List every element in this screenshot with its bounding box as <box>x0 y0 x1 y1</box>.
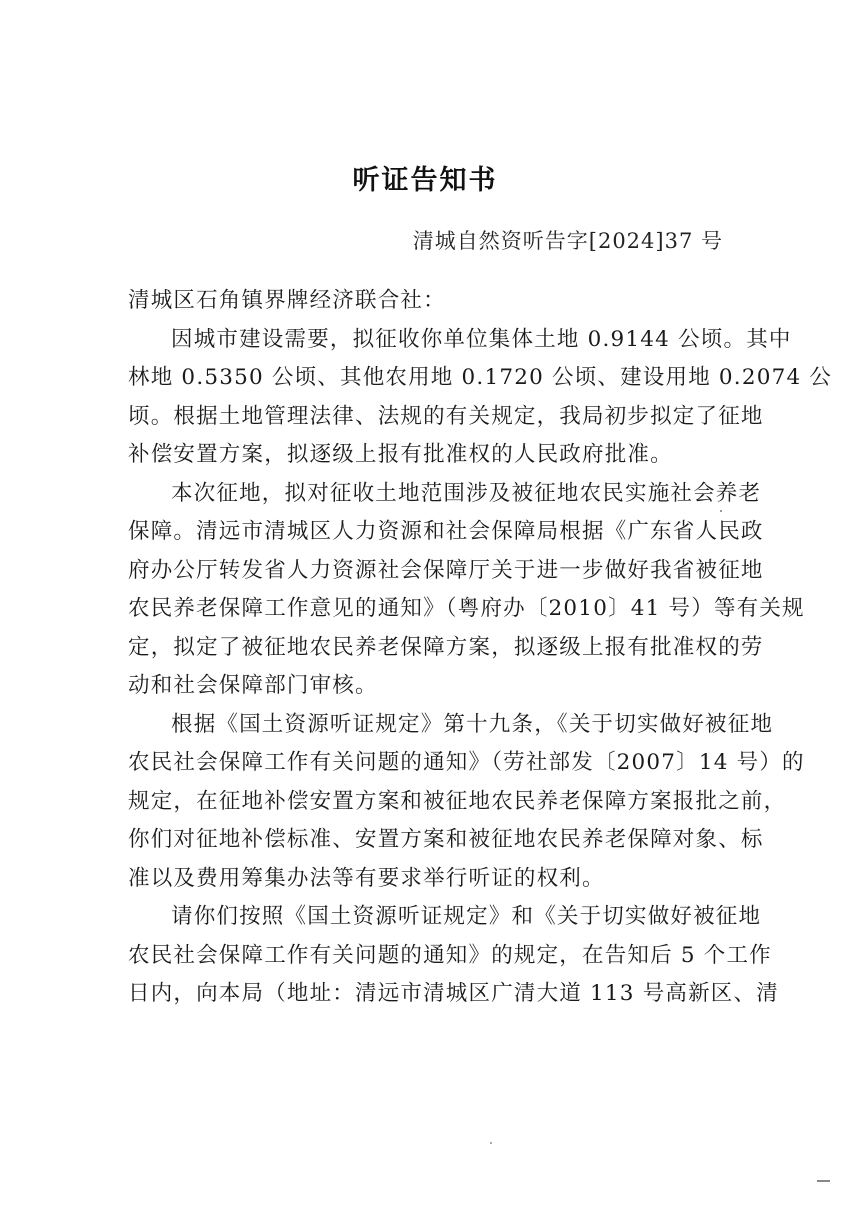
text-line: 本次征地，拟对征收土地范围涉及被征地农民实施社会养老 <box>171 480 762 506</box>
text-line: 动和社会保障部门审核。 <box>128 673 378 698</box>
text-line: 请你们按照《国土资源听证规定》和《关于切实做好被征地 <box>171 904 762 929</box>
text-line: 府办公厅转发省人力资源社会保障厅关于进一步做好我省被征地 <box>128 557 764 583</box>
document-title: 听证告知书 <box>352 165 498 196</box>
text-line: 因城市建设需要，拟征收你单位集体土地 0.9144 公顷。其中 <box>171 326 792 352</box>
text-line: 日内，向本局（地址：清远市清城区广清大道 113 号高新区、清 <box>128 981 779 1006</box>
text-line: 你们对征地补偿标准、安置方案和被征地农民养老保障对象、标 <box>128 827 764 852</box>
text-line: 农民养老保障工作意见的通知》（粤府办〔2010〕41 号）等有关规 <box>128 596 805 621</box>
paragraph-hearing-rights <box>128 706 805 899</box>
text-line: 规定，在征地补偿安置方案和被征地农民养老保障方案报批之前， <box>128 788 787 814</box>
text-line: 顷。根据土地管理法律、法规的有关规定，我局初步拟定了征地 <box>128 403 764 429</box>
text-line: 林地 0.5350 公顷、其他农用地 0.1720 公顷、建设用地 0.2074 公 <box>128 365 833 390</box>
text-line: 准以及费用筹集办法等有要求举行听证的权利。 <box>128 865 605 891</box>
text-line: 根据《国土资源听证规定》第十九条，《关于切实做好被征地 <box>171 711 774 737</box>
text-line: 补偿安置方案，拟逐级上报有批准权的人民政府批准。 <box>128 442 673 467</box>
paragraph-land-acquisition <box>128 321 833 475</box>
text-line: 保障。清远市清城区人力资源和社会保障局根据《广东省人民政 <box>128 519 764 544</box>
paragraph-hearing-request <box>128 898 779 1014</box>
paragraph-social-security <box>128 475 805 706</box>
document-number: 清城自然资听告字[2024]37 号 <box>412 229 723 253</box>
scan-speck <box>720 510 722 512</box>
text-line: 定，拟定了被征地农民养老保障方案，拟逐级上报有批准权的劳 <box>128 634 764 660</box>
scan-mark <box>817 1180 830 1182</box>
text-line: 农民社会保障工作有关问题的通知》的规定，在告知后 5 个工作 <box>128 942 772 968</box>
scan-speck <box>490 1142 492 1144</box>
addressee: 清城区石角镇界牌经济联合社： <box>128 288 446 313</box>
text-line: 农民社会保障工作有关问题的通知》（劳社部发〔2007〕14 号）的 <box>128 750 805 775</box>
document-body <box>128 282 833 1014</box>
